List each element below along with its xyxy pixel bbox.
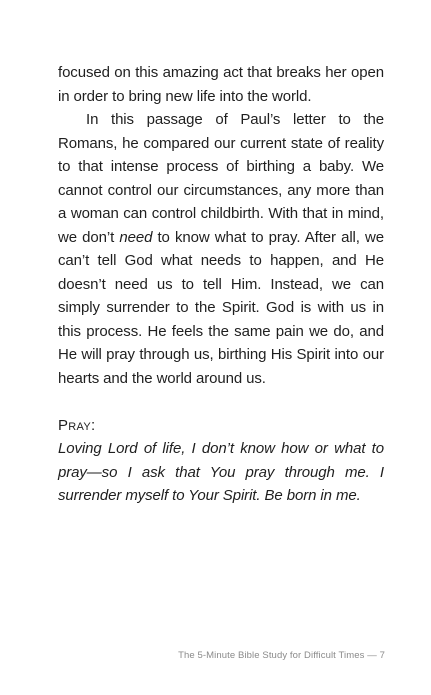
- paragraph-main-text-end: to know what to pray. After all, we can’t tell God what needs to happen, and He doesn’t need us to tell Him. Instead, we can simply surrender to the Spirit. God is with us in this process. He feels the same pain we do, and He will pray through us, birthing His Spirit into our hearts and the world around us.: [58, 228, 384, 387]
- emphasized-word: need: [119, 228, 153, 246]
- footer-separator: —: [367, 650, 377, 661]
- pray-heading: Pray:: [58, 416, 96, 434]
- page-number: 7: [379, 650, 385, 661]
- running-title: The 5-Minute Bible Study for Difficult Times: [178, 650, 365, 661]
- paragraph-main-text-start: In this passage of Paul’s letter to the Romans, he compared our current state of reality to that intense process of birthing a baby. We cannot control our circumstances, any more than a woman can control childbirth. With that in mind, we don’t: [58, 111, 384, 246]
- page-footer: [178, 650, 385, 661]
- paragraph-main: [58, 108, 384, 390]
- paragraph-continuation: focused on this amazing act that breaks her open in order to bring new life into the world.: [58, 64, 384, 105]
- body-text: [58, 61, 384, 508]
- prayer-text: Loving Lord of life, I don’t know how or what to pray—so I ask that You pray through me. I surrender myself to Your Spirit. Be born in me.: [58, 440, 384, 504]
